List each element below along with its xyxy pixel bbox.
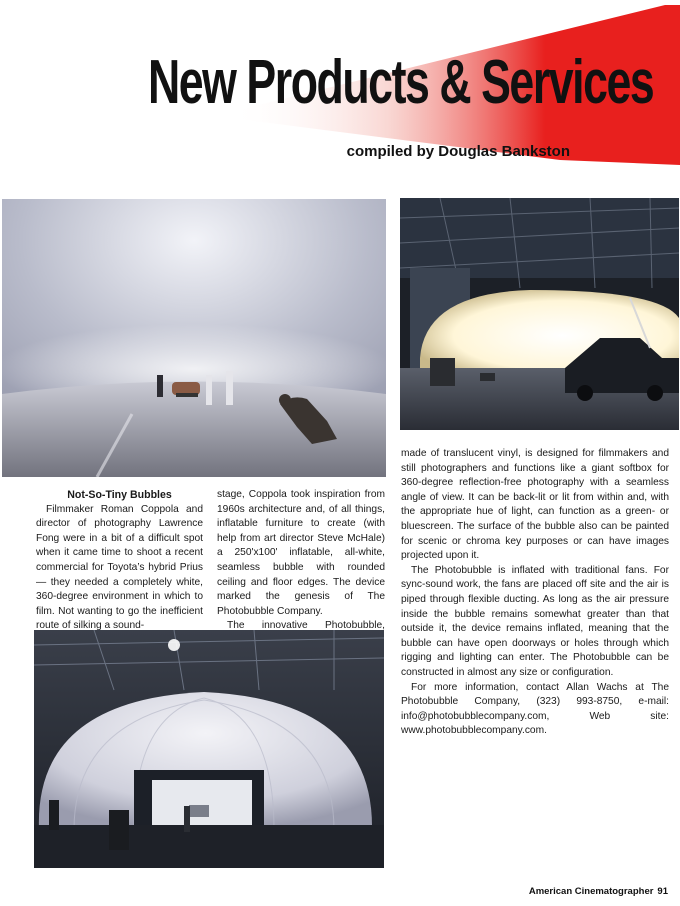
page-title: New Products & Services <box>148 48 654 117</box>
page-number: 91 <box>657 886 668 897</box>
article-paragraph: For more information, contact Allan Wachs at The Photobubble Company, (323) 993-8750, e-mail: info@photobubblecompany.com, Web site: www.photobubblecompany.com. <box>401 681 669 737</box>
article-paragraph: The Photobubble is inflated with traditional fans. For sync-sound work, the fans are placed off site and the air is piped through flexible ducting. As long as the air pressure inside the bubble remains somewhat greater than that outside it, the device remains inflated, meaning that the bubble can have open doorways or holes through which rigging and lighting can enter. The Photobubble can be constructed in almost any size or configuration. <box>401 564 669 678</box>
article-paragraph: The innovative Photobubble, <box>227 620 385 632</box>
article-paragraph: made of translucent vinyl, is designed for filmmakers and still photographers and functions like a giant softbox for 360-degree reflection-free photography with a seamless angle of view. It can be back-lit or lit from within and, with the appropriate hue of light, can function as a green- or bluescreen. The surface of the bubble also can be painted for scenic or chroma key purposes or can have images projected upon it. <box>401 448 669 562</box>
article-paragraph: Filmmaker Roman Coppola and director of photography Lawrence Fong were in a bit of a difficult spot when it came time to shoot a recent commercial for Toyota’s hybrid Prius — they needed a completely white, 360-degree environment in which to film. Not wanting to go the inefficient route of silking a sound- <box>36 503 203 632</box>
article-column-left <box>36 488 203 634</box>
article-column-middle <box>217 488 385 634</box>
photo-bubble-interior <box>2 199 386 477</box>
publication-name: American Cinematographer <box>528 886 654 897</box>
page-footer <box>529 886 668 897</box>
photo-dome-exterior <box>34 630 384 868</box>
section-heading: Not-So-Tiny Bubbles <box>67 489 172 501</box>
article-column-right <box>401 447 669 739</box>
photo-hangar-truck <box>400 198 679 430</box>
byline: compiled by Douglas Bankston <box>346 143 570 160</box>
article-paragraph: stage, Coppola took inspiration from 1960s architecture and, of all things, inflatable furniture to create (with help from art director Steve McHale) a 250'x100' inflatable, all-white, seamless bubble with rounded ceiling and floor edges. The device marked the genesis of The Photobubble Company. <box>217 489 385 617</box>
